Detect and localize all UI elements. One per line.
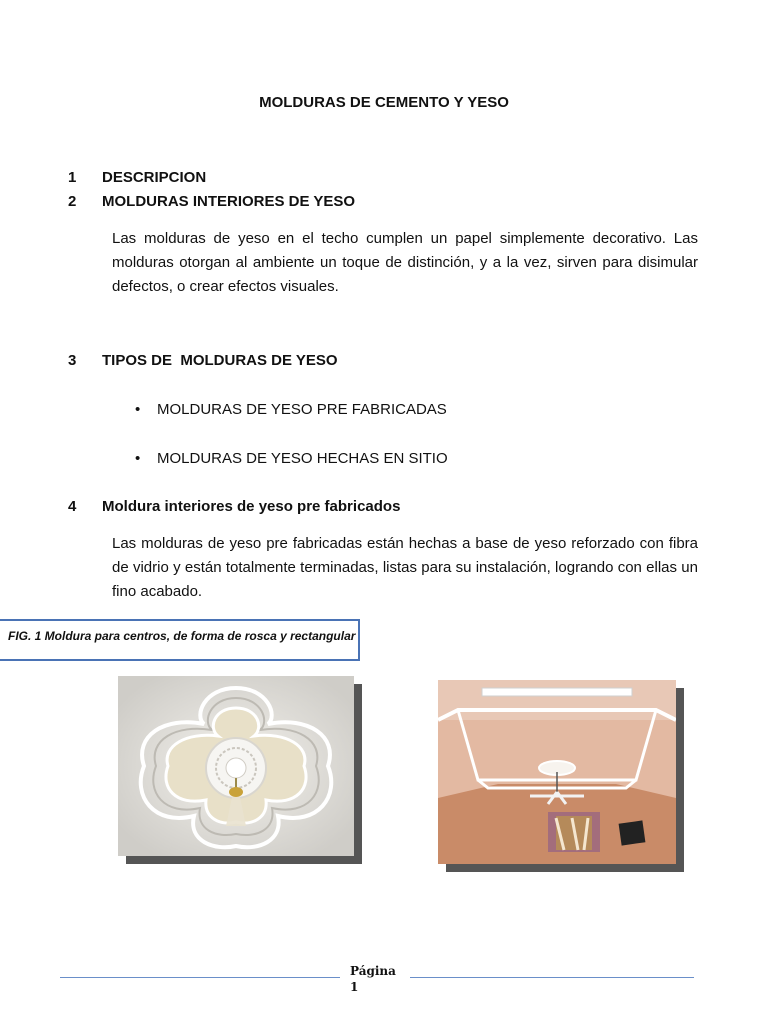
bullet-text: MOLDURAS DE YESO HECHAS EN SITIO [157, 450, 448, 467]
footer-rule-right [410, 977, 694, 978]
document-title: MOLDURAS DE CEMENTO Y YESO [259, 94, 509, 111]
bullet-item [135, 401, 447, 418]
figure-caption: FIG. 1 Moldura para centros, de forma de rosca y rectangular [0, 619, 360, 661]
bullet-glyph: • [135, 401, 141, 418]
bullet-glyph: • [135, 450, 141, 467]
section-title-prefabricados: Moldura interiores de yeso pre fabricados [102, 498, 401, 515]
ceiling-rosette-photo [118, 676, 354, 856]
section-number: 3 [68, 352, 77, 369]
paragraph-intro: Las molduras de yeso en el techo cumplen un papel simplemente decorativo. Las molduras otorgan al ambiente un toque de distinción, y a la vez, sirven para disimular defectos, o crear efectos visuales. [112, 230, 698, 295]
bullet-text: MOLDURAS DE YESO PRE FABRICADAS [157, 401, 447, 418]
section-title-descripcion: DESCRIPCION [102, 169, 207, 186]
section-title-tipos: TIPOS DE MOLDURAS DE YESO [102, 352, 338, 369]
section-number: 2 [68, 193, 77, 210]
page-label: Página [350, 964, 396, 978]
rectangular-molding-photo [438, 680, 676, 864]
section-number: 1 [68, 169, 77, 186]
page-number [350, 963, 396, 995]
page-number-value: 1 [350, 980, 359, 994]
footer-rule-left [60, 977, 340, 978]
paragraph-prefabricadas: Las molduras de yeso pre fabricadas están hechas a base de yeso reforzado con fibra de vidrio y están totalmente terminadas, listas para su instalación, logrando con ellas un fino acabado. [112, 535, 698, 600]
section-title-molduras-interiores: MOLDURAS INTERIORES DE YESO [102, 193, 356, 210]
section-number: 4 [68, 498, 77, 515]
bullet-item [135, 450, 448, 467]
